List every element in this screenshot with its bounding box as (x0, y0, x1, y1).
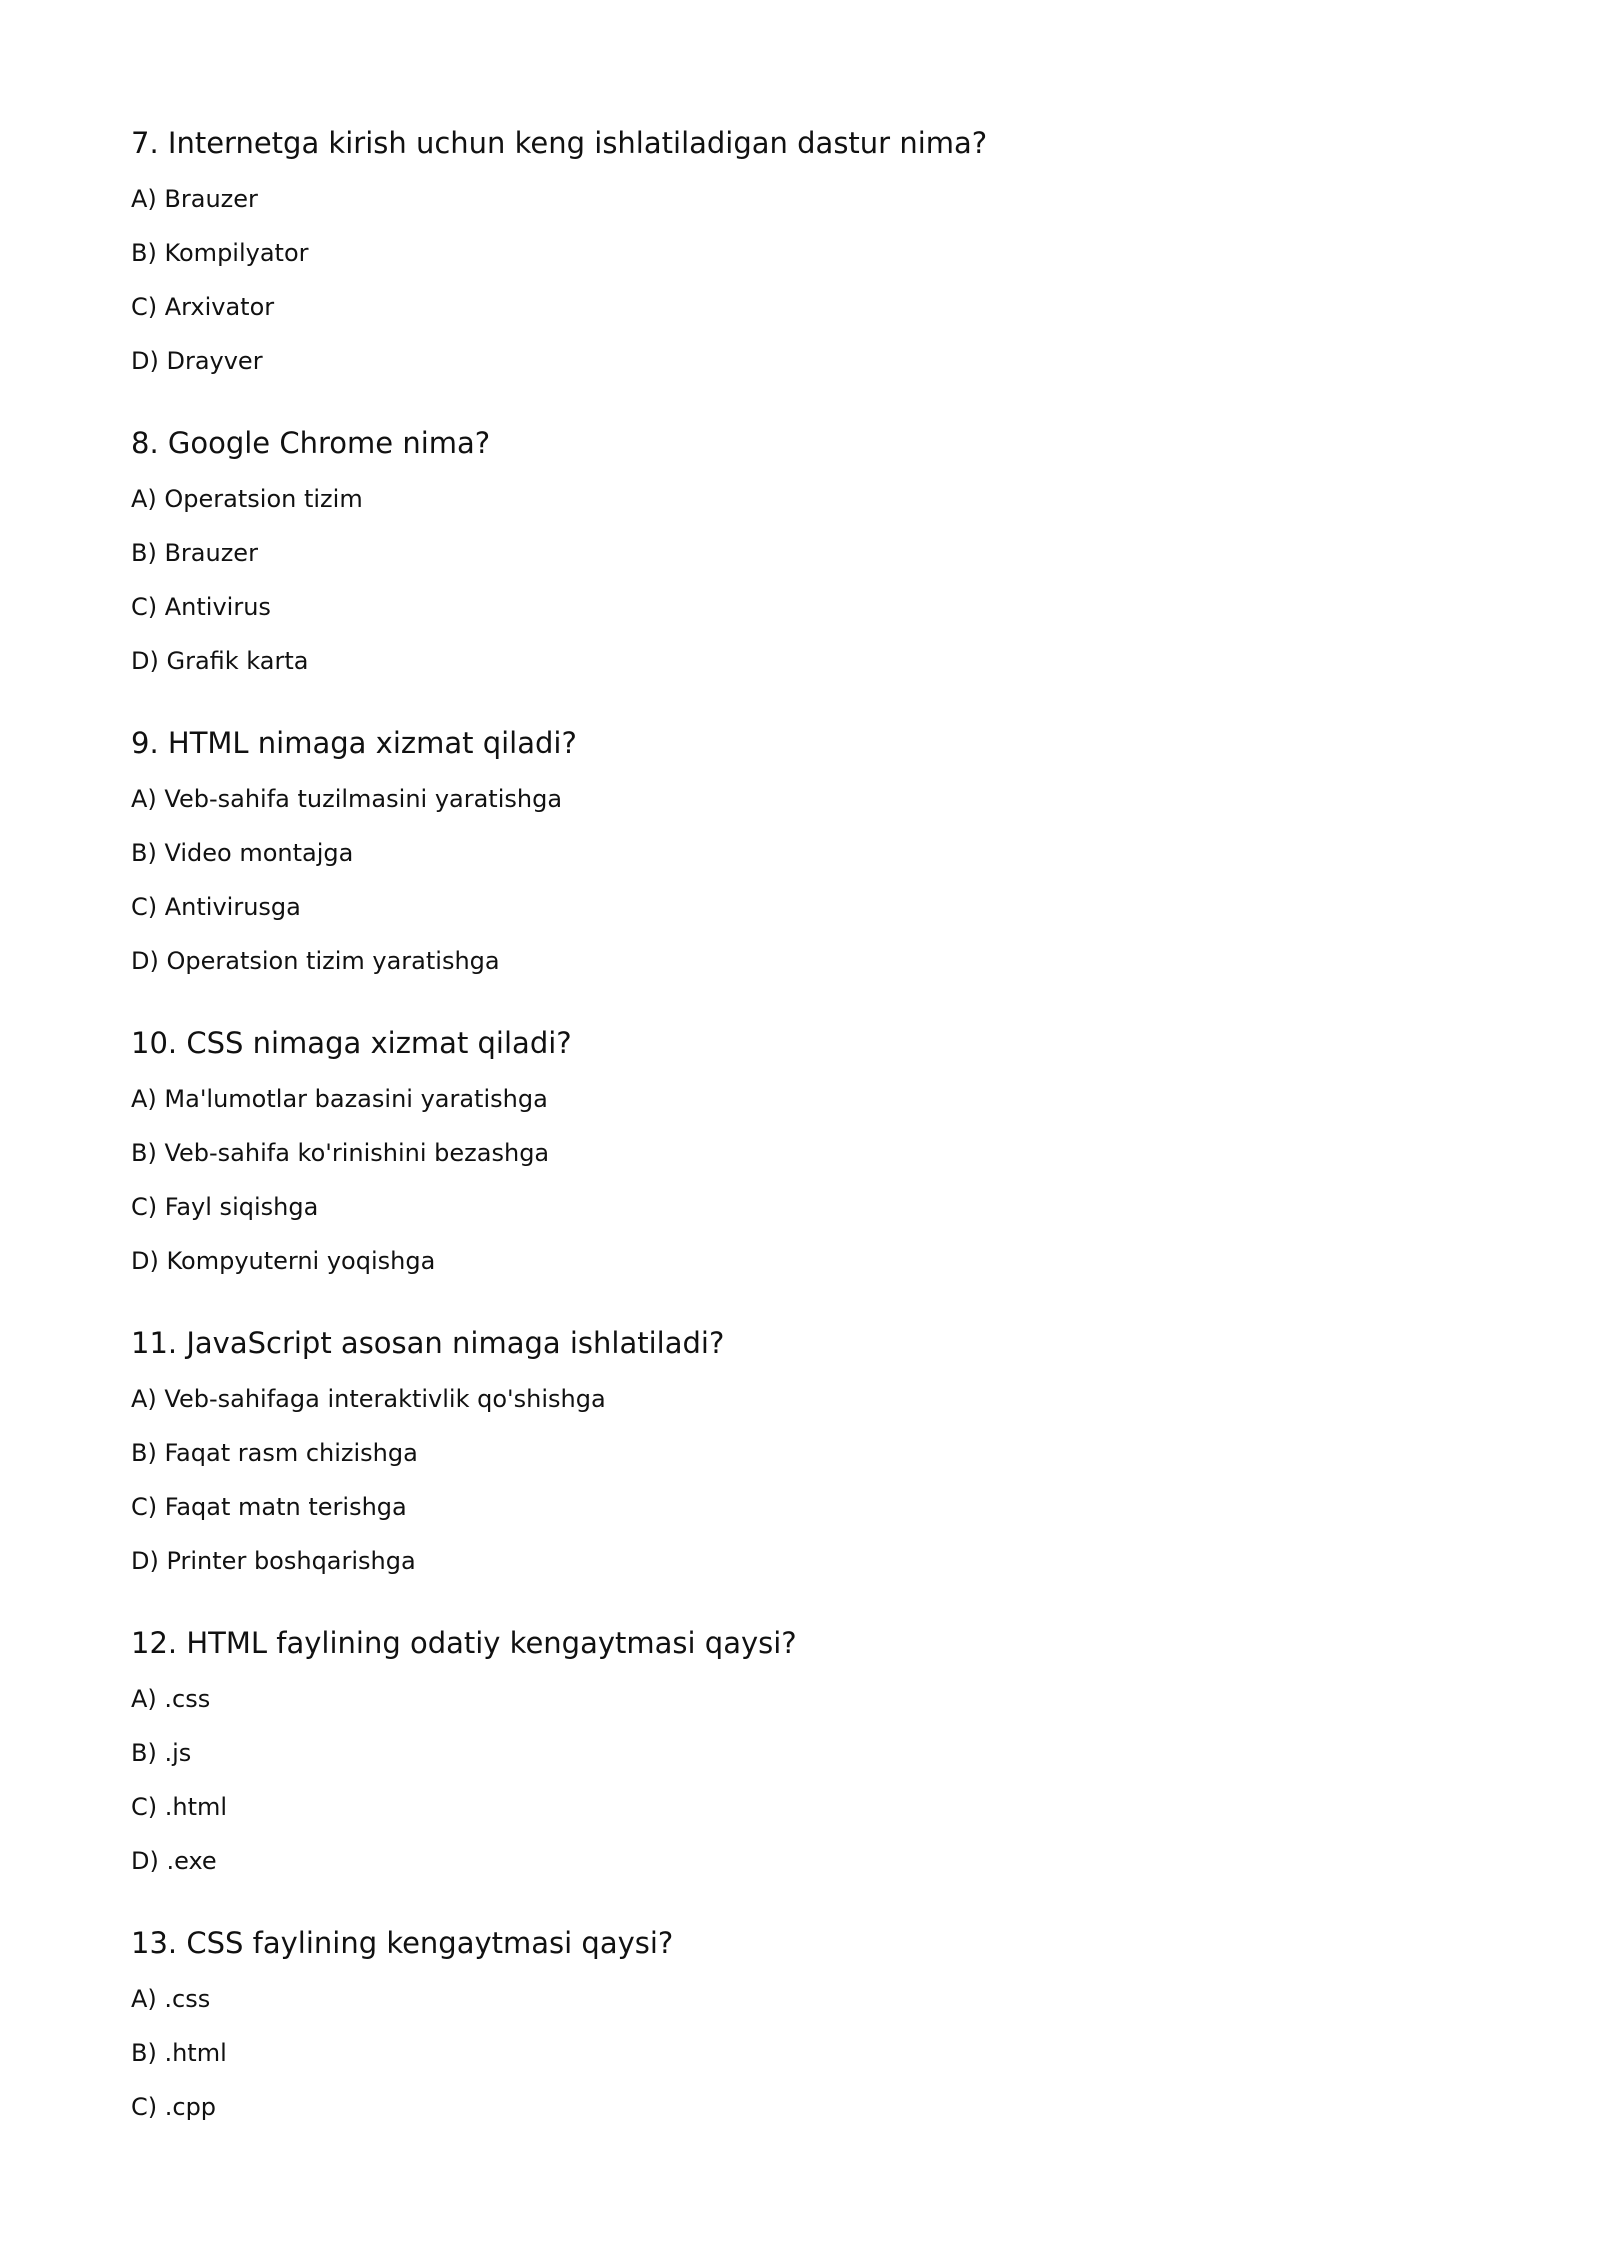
question-13 (131, 1919, 1600, 2127)
option-c: C) Antivirus (131, 593, 271, 621)
option-a: A) .css (131, 1685, 211, 1713)
question-title: 13. CSS faylining kengaytmasi qaysi? (131, 1926, 674, 1960)
option-b: B) Video montajga (131, 839, 354, 867)
option-b: B) .js (131, 1739, 192, 1767)
option-b: B) Brauzer (131, 539, 258, 567)
option-b: B) .html (131, 2039, 227, 2067)
question-11 (131, 1319, 1600, 1581)
option-c: C) .html (131, 1793, 228, 1821)
answer-options (131, 479, 1600, 681)
answer-options (131, 779, 1600, 981)
option-c: C) .cpp (131, 2093, 217, 2121)
answer-options (131, 1079, 1600, 1281)
answer-options (131, 1979, 1600, 2127)
option-d: D) Kompyuterni yoqishga (131, 1247, 436, 1275)
question-9 (131, 719, 1600, 981)
question-title: 9. HTML nimaga xizmat qiladi? (131, 726, 577, 760)
option-d: D) .exe (131, 1847, 217, 1875)
option-c: C) Fayl siqishga (131, 1193, 319, 1221)
option-d: D) Grafik karta (131, 647, 309, 675)
answer-options (131, 179, 1600, 381)
option-c: C) Arxivator (131, 293, 275, 321)
question-10 (131, 1019, 1600, 1281)
answer-options (131, 1379, 1600, 1581)
option-d: D) Drayver (131, 347, 263, 375)
option-d: D) Printer boshqarishga (131, 1547, 416, 1575)
option-a: A) Veb-sahifa tuzilmasini yaratishga (131, 785, 563, 813)
option-a: A) Veb-sahifaga interaktivlik qo'shishga (131, 1385, 606, 1413)
option-b: B) Kompilyator (131, 239, 309, 267)
option-b: B) Faqat rasm chizishga (131, 1439, 418, 1467)
question-title: 12. HTML faylining odatiy kengaytmasi qaysi? (131, 1626, 797, 1660)
question-7 (131, 119, 1600, 381)
question-title: 11. JavaScript asosan nimaga ishlatiladi? (131, 1326, 725, 1360)
question-8 (131, 419, 1600, 681)
option-a: A) Ma'lumotlar bazasini yaratishga (131, 1085, 548, 1113)
question-title: 8. Google Chrome nima? (131, 426, 491, 460)
answer-options (131, 1679, 1600, 1881)
option-c: C) Antivirusga (131, 893, 301, 921)
option-d: D) Operatsion tizim yaratishga (131, 947, 500, 975)
question-12 (131, 1619, 1600, 1881)
question-title: 10. CSS nimaga xizmat qiladi? (131, 1026, 572, 1060)
option-a: A) Brauzer (131, 185, 258, 213)
option-c: C) Faqat matn terishga (131, 1493, 407, 1521)
option-a: A) Operatsion tizim (131, 485, 363, 513)
option-a: A) .css (131, 1985, 211, 2013)
option-b: B) Veb-sahifa ko'rinishini bezashga (131, 1139, 550, 1167)
question-title: 7. Internetga kirish uchun keng ishlatiladigan dastur nima? (131, 126, 988, 160)
